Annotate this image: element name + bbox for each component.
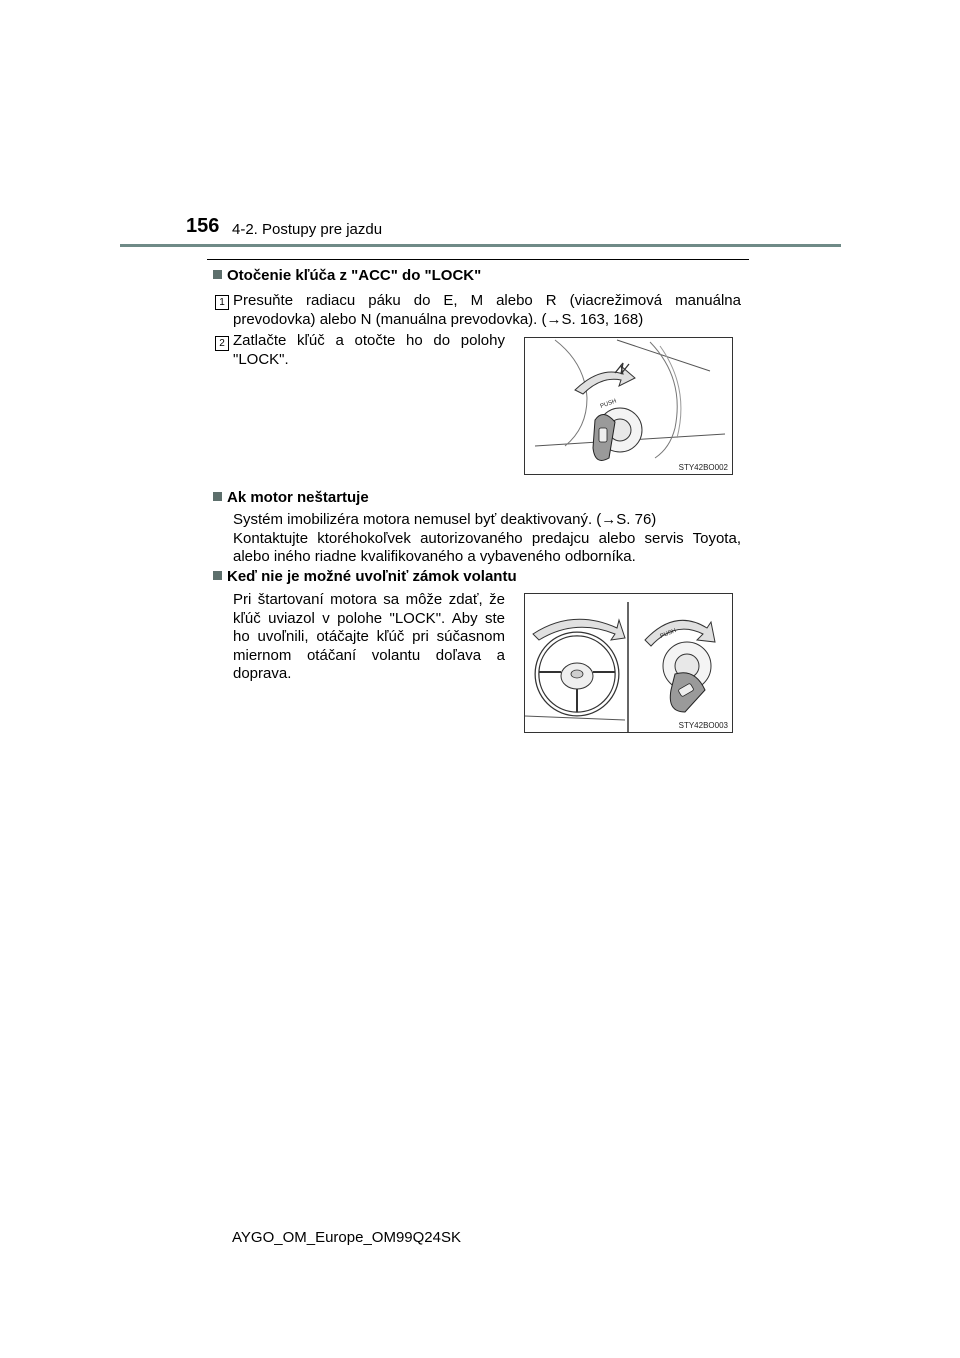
figure-code: STY42BO003 [678, 721, 728, 730]
step-2-text: Zatlačte kľúč a otočte ho do polohy "LOCK". [233, 332, 505, 368]
step-number-1: 1 [215, 295, 229, 310]
header-divider [120, 244, 841, 247]
ignition-key-illustration [525, 338, 732, 474]
heading-bullet-icon [213, 492, 222, 501]
page-number: 156 [186, 215, 220, 237]
step-number-2: 2 [215, 336, 229, 351]
left-rotation-arrow-icon [533, 619, 625, 640]
heading-bullet-icon [213, 270, 222, 279]
right-rotation-arrow-icon [645, 620, 715, 646]
steering-heading: Keď nie je možné uvoľniť zámok volantu [213, 568, 517, 585]
steering-wheel-illustration [525, 594, 732, 732]
ignition-key-figure [524, 337, 733, 475]
steering-text: Pri štartovaní motora sa môže zdať, že kľúč uviazol v polohe "LOCK". Aby ste ho uvoľnili, otáčajte kľúč pri súčasnom miernom otáčaní volantu doľava a doprava. [233, 591, 505, 682]
push-label: PUSH [659, 628, 678, 640]
step-1-text: Presuňte radiacu páku do E, M alebo R (viacrežimová manuálna prevodovka) alebo N (manuálna prevodovka). (→S. 163, 168) [233, 292, 741, 328]
lock-heading: Otočenie kľúča z "ACC" do "LOCK" [213, 267, 481, 284]
engine-heading: Ak motor neštartuje [213, 489, 369, 506]
figure-code: STY42BO002 [678, 463, 728, 472]
engine-text-line-2: Kontaktujte ktoréhokoľvek autorizovaného predajcu alebo servis Toyota, alebo iného riadne kvalifikovaného a vybaveného odborníka. [233, 529, 741, 565]
push-label: PUSH [599, 398, 618, 410]
engine-text [233, 511, 741, 567]
heading-bullet-icon [213, 571, 222, 580]
engine-text-line-1: Systém imobilizéra motora nemusel byť deaktivovaný. (→S. 76) [233, 511, 657, 528]
footer-document-id: AYGO_OM_Europe_OM99Q24SK [232, 1229, 461, 1246]
steering-wheel-figure [524, 593, 733, 733]
content-divider [207, 259, 749, 260]
section-title: 4-2. Postupy pre jazdu [232, 221, 383, 238]
